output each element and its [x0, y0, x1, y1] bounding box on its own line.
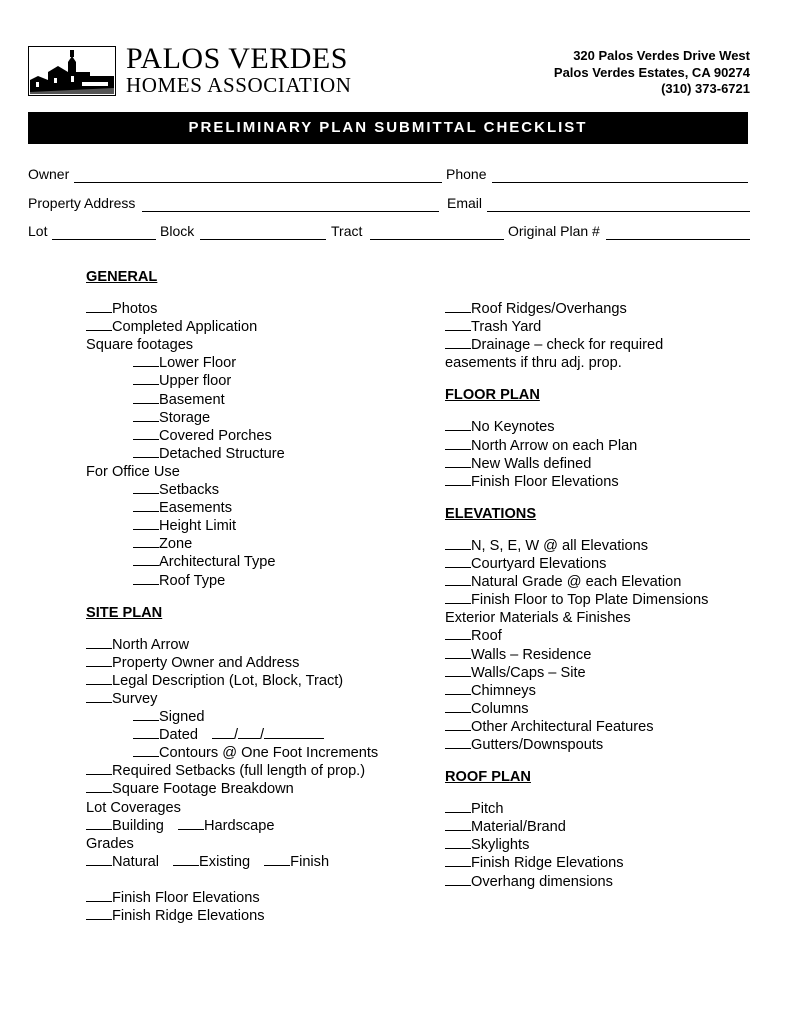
org-name-line1: PALOS VERDES [126, 42, 348, 75]
tract-label: Tract [331, 223, 363, 239]
checklist-item[interactable]: Natural Grade @ each Elevation [445, 573, 708, 591]
email-field[interactable] [487, 211, 750, 212]
page-title: PRELIMINARY PLAN SUBMITTAL CHECKLIST [28, 112, 748, 144]
checklist-item[interactable]: Pitch [445, 800, 708, 818]
checklist-item[interactable]: Completed Application [86, 318, 378, 336]
form-row-lot [28, 223, 750, 243]
checklist-item[interactable]: Finish Floor to Top Plate Dimensions [445, 591, 708, 609]
owner-field[interactable] [74, 182, 442, 183]
checklist-item[interactable]: Lower Floor [86, 354, 378, 372]
checklist-item[interactable]: Roof Type [86, 572, 378, 590]
address-street: 320 Palos Verdes Drive West [573, 48, 750, 63]
checklist-item[interactable]: N, S, E, W @ all Elevations [445, 537, 708, 555]
block-field[interactable] [200, 239, 326, 240]
checklist-item[interactable]: Finish Ridge Elevations [445, 854, 708, 872]
checklist-item[interactable]: Roof [445, 627, 708, 645]
church-logo-icon [28, 46, 116, 96]
checklist-item[interactable]: Architectural Type [86, 553, 378, 571]
form-row-owner [28, 166, 750, 186]
checklist-item[interactable]: Height Limit [86, 517, 378, 535]
checklist-item[interactable]: Building Hardscape [86, 817, 378, 835]
checklist-item[interactable]: Covered Porches [86, 427, 378, 445]
checklist-item[interactable]: New Walls defined [445, 455, 708, 473]
checklist-item[interactable]: Required Setbacks (full length of prop.) [86, 762, 378, 780]
site-plan-heading: SITE PLAN [86, 604, 163, 621]
lot-field[interactable] [52, 239, 156, 240]
tract-field[interactable] [370, 239, 504, 240]
list-label: easements if thru adj. prop. [445, 355, 622, 372]
checklist-item[interactable]: Dated / / [86, 726, 378, 744]
address-phone: (310) 373-6721 [661, 81, 750, 96]
list-label: Square footages [86, 337, 194, 354]
floor-plan-heading: FLOOR PLAN [445, 387, 540, 404]
checklist-item[interactable]: North Arrow on each Plan [445, 437, 708, 455]
email-label: Email [447, 195, 483, 211]
checklist-item[interactable]: North Arrow [86, 636, 378, 654]
checklist-item[interactable]: Easements [86, 499, 378, 517]
form-row-address [28, 195, 750, 215]
phone-field[interactable] [492, 182, 748, 183]
checklist-item[interactable]: Survey [86, 690, 378, 708]
list-label: For Office Use [86, 463, 180, 480]
address-city: Palos Verdes Estates, CA 90274 [553, 64, 750, 80]
lot-label: Lot [28, 223, 48, 239]
owner-label: Owner [28, 166, 70, 182]
block-label: Block [160, 223, 195, 239]
list-label: Lot Coverages [86, 799, 181, 816]
checklist-item[interactable]: Upper floor [86, 372, 378, 390]
right-column [445, 300, 708, 891]
checklist-item[interactable]: Material/Brand [445, 818, 708, 836]
list-label: Exterior Materials & Finishes [445, 610, 631, 627]
checklist-item[interactable]: Finish Floor Elevations [445, 473, 708, 491]
original-plan-field[interactable] [606, 239, 750, 240]
org-name-line2: HOMES ASSOCIATION [126, 73, 352, 97]
checklist-item[interactable]: Roof Ridges/Overhangs [445, 300, 708, 318]
checklist-item[interactable]: Courtyard Elevations [445, 555, 708, 573]
list-label: Grades [86, 835, 134, 852]
checklist-item[interactable]: Walls/Caps – Site [445, 664, 708, 682]
checklist-item[interactable]: Other Architectural Features [445, 718, 708, 736]
checklist-item[interactable]: Trash Yard [445, 318, 708, 336]
property-address-field[interactable] [142, 211, 439, 212]
checklist-item[interactable]: Columns [445, 700, 708, 718]
general-heading: GENERAL [86, 269, 158, 285]
checklist-item[interactable]: No Keynotes [445, 418, 708, 436]
checklist-item[interactable]: Property Owner and Address [86, 654, 378, 672]
checklist-item[interactable]: Square Footage Breakdown [86, 780, 378, 798]
checklist-item[interactable]: Skylights [445, 836, 708, 854]
original-plan-label: Original Plan # [508, 223, 600, 239]
checklist-item[interactable]: Basement [86, 391, 378, 409]
checklist-item[interactable]: Overhang dimensions [445, 873, 708, 891]
checklist-item[interactable]: Setbacks [86, 481, 378, 499]
checklist-item[interactable]: Finish Ridge Elevations [86, 907, 378, 925]
phone-label: Phone [446, 166, 487, 182]
roof-plan-heading: ROOF PLAN [445, 769, 531, 786]
elevations-heading: ELEVATIONS [445, 505, 537, 522]
logo [28, 42, 388, 98]
checklist-item[interactable]: Chimneys [445, 682, 708, 700]
checklist-item[interactable]: Signed [86, 708, 378, 726]
checklist-item[interactable]: Detached Structure [86, 445, 378, 463]
checklist-item[interactable]: Storage [86, 409, 378, 427]
property-address-label: Property Address [28, 195, 136, 211]
left-column [86, 268, 378, 925]
checklist-item[interactable]: Gutters/Downspouts [445, 736, 708, 754]
checklist-item[interactable]: Natural Existing Finish [86, 853, 378, 871]
address-block [554, 48, 750, 98]
checklist-item[interactable]: Photos [86, 300, 378, 318]
checklist-item[interactable]: Legal Description (Lot, Block, Tract) [86, 672, 378, 690]
checklist-item[interactable]: Zone [86, 535, 378, 553]
checklist-item[interactable]: Walls – Residence [445, 646, 708, 664]
checklist-item[interactable]: Finish Floor Elevations [86, 889, 378, 907]
checklist-item[interactable]: Drainage – check for required [445, 336, 708, 354]
checklist-item[interactable]: Contours @ One Foot Increments [86, 744, 378, 762]
